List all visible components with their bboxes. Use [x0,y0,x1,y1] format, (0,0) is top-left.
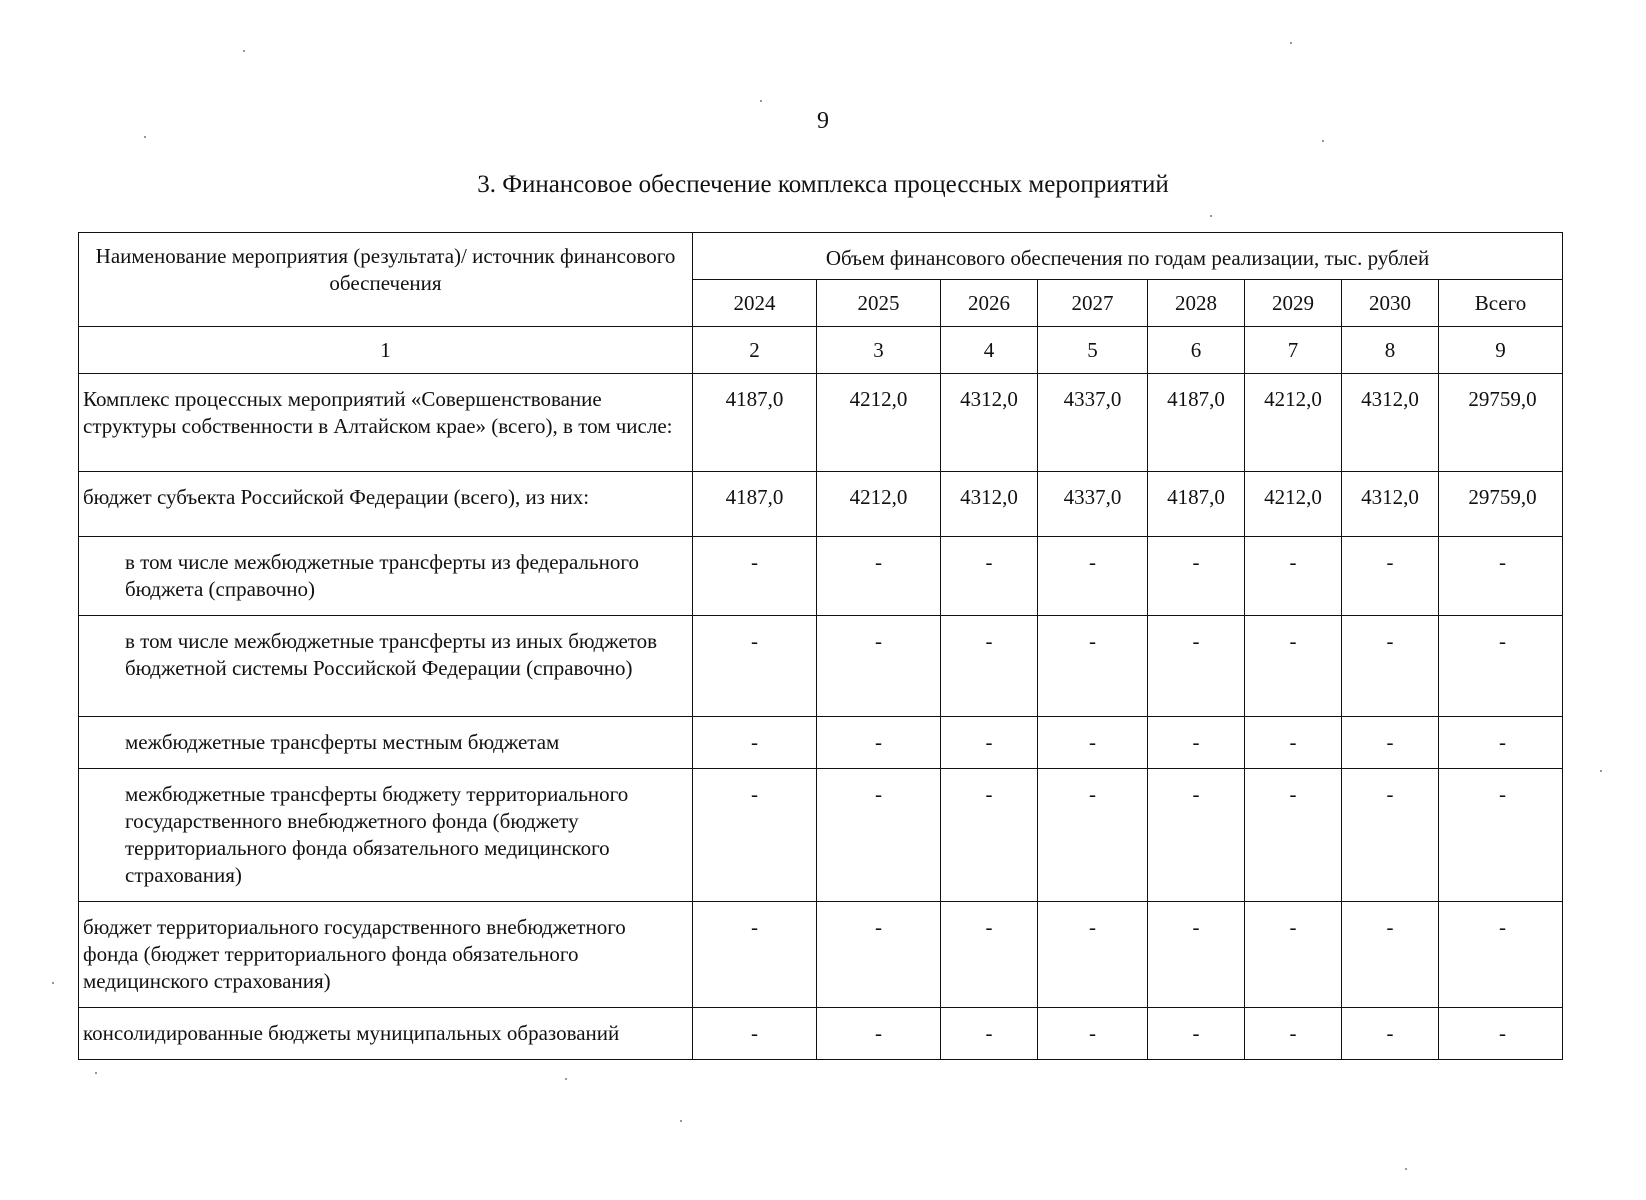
header-year-2025: 2025 [817,280,941,327]
cell-value: - [693,717,817,769]
cell-value: - [1245,537,1342,616]
scan-speck [1600,770,1602,772]
table-row [79,374,1563,472]
cell-value: - [1038,902,1148,1008]
cell-value: - [817,717,941,769]
scan-speck [565,1078,567,1080]
cell-value: - [1342,616,1439,717]
cell-value: 4312,0 [1342,472,1439,537]
header-year-2026: 2026 [941,280,1038,327]
financing-table [78,232,1563,1060]
cell-value: - [1038,537,1148,616]
cell-value: - [941,537,1038,616]
header-year-2030: 2030 [1342,280,1439,327]
cell-value: - [817,537,941,616]
cell-value: - [817,902,941,1008]
cell-value: - [817,1008,941,1060]
cell-value: - [941,717,1038,769]
header-volume-column: Объем финансового обеспечения по годам реализации, тыс. рублей [693,233,1563,280]
row-label: в том числе межбюджетные трансферты из иных бюджетов бюджетной системы Российской Федерации (справочно) [79,616,693,717]
cell-value: 4337,0 [1038,472,1148,537]
row-label: Комплекс процессных мероприятий «Совершенствование структуры собственности в Алтайском крае» (всего), в том числе: [79,374,693,472]
cell-value: - [693,1008,817,1060]
cell-value: - [1038,616,1148,717]
cell-value: - [1038,717,1148,769]
column-number: 9 [1439,327,1563,374]
cell-value: - [1245,616,1342,717]
row-label: бюджет субъекта Российской Федерации (всего), из них: [79,472,693,537]
table-row [79,472,1563,537]
cell-value: - [1148,769,1245,902]
cell-value: 4187,0 [1148,374,1245,472]
cell-value: 4312,0 [941,472,1038,537]
header-year-2024: 2024 [693,280,817,327]
cell-value: - [817,616,941,717]
scan-speck [52,982,54,984]
section-title: 3. Финансовое обеспечение комплекса процессных мероприятий [477,171,1169,198]
header-name-column: Наименование мероприятия (результата)/ источник финансового обеспечения [79,233,693,327]
cell-value: - [1342,537,1439,616]
scan-speck [1290,42,1292,44]
column-number: 4 [941,327,1038,374]
page-number: 9 [817,108,829,134]
cell-value: 4212,0 [1245,374,1342,472]
table-row [79,717,1563,769]
table-row [79,769,1563,902]
cell-value: 4337,0 [1038,374,1148,472]
cell-value: - [1148,616,1245,717]
cell-value: - [1148,537,1245,616]
row-label: консолидированные бюджеты муниципальных образований [79,1008,693,1060]
cell-value: 4187,0 [693,374,817,472]
row-label: межбюджетные трансферты бюджету территориального государственного внебюджетного фонда (бюджету территориального фонда обязательного медицинского страхования) [79,769,693,902]
row-label: межбюджетные трансферты местным бюджетам [79,717,693,769]
cell-total: 29759,0 [1439,472,1563,537]
table-row [79,1008,1563,1060]
cell-value: - [1245,902,1342,1008]
cell-value: - [1342,1008,1439,1060]
cell-total: - [1439,537,1563,616]
cell-value: 4212,0 [817,472,941,537]
scan-speck [760,100,762,102]
cell-value: 4187,0 [1148,472,1245,537]
cell-value: - [941,902,1038,1008]
cell-value: - [817,769,941,902]
cell-value: - [1342,717,1439,769]
cell-value: - [693,902,817,1008]
cell-value: - [1245,717,1342,769]
header-year-2028: 2028 [1148,280,1245,327]
cell-value: - [941,769,1038,902]
scan-speck [1405,1168,1407,1170]
column-numbers-row [79,327,1563,374]
cell-value: - [1245,1008,1342,1060]
cell-value: 4312,0 [941,374,1038,472]
header-year-2027: 2027 [1038,280,1148,327]
column-number: 1 [79,327,693,374]
header-year-2029: 2029 [1245,280,1342,327]
cell-value: - [693,616,817,717]
cell-value: - [1245,769,1342,902]
cell-value: 4212,0 [1245,472,1342,537]
row-label: бюджет территориального государственного внебюджетного фонда (бюджет территориального фонда обязательного медицинского страхования) [79,902,693,1008]
column-number: 2 [693,327,817,374]
scan-speck [243,50,245,52]
cell-value: - [1038,769,1148,902]
scan-speck [680,1120,682,1122]
scan-speck [144,136,146,138]
cell-value: - [1342,902,1439,1008]
cell-value: - [1038,1008,1148,1060]
cell-value: - [693,537,817,616]
table-row [79,537,1563,616]
column-number: 7 [1245,327,1342,374]
cell-value: - [1148,717,1245,769]
scan-speck [1210,215,1212,217]
column-number: 8 [1342,327,1439,374]
cell-total: - [1439,1008,1563,1060]
cell-total: - [1439,902,1563,1008]
scan-speck [95,1072,97,1074]
cell-value: - [941,1008,1038,1060]
column-number: 5 [1038,327,1148,374]
cell-value: - [1342,769,1439,902]
table-row [79,902,1563,1008]
cell-value: 4312,0 [1342,374,1439,472]
table-row [79,616,1563,717]
column-number: 6 [1148,327,1245,374]
cell-value: 4187,0 [693,472,817,537]
column-number: 3 [817,327,941,374]
cell-value: 4212,0 [817,374,941,472]
scan-speck [1322,140,1324,142]
row-label: в том числе межбюджетные трансферты из федерального бюджета (справочно) [79,537,693,616]
cell-total: - [1439,616,1563,717]
cell-value: - [1148,1008,1245,1060]
cell-value: - [941,616,1038,717]
cell-total: - [1439,717,1563,769]
cell-total: - [1439,769,1563,902]
cell-total: 29759,0 [1439,374,1563,472]
cell-value: - [1148,902,1245,1008]
cell-value: - [693,769,817,902]
header-total: Всего [1439,280,1563,327]
